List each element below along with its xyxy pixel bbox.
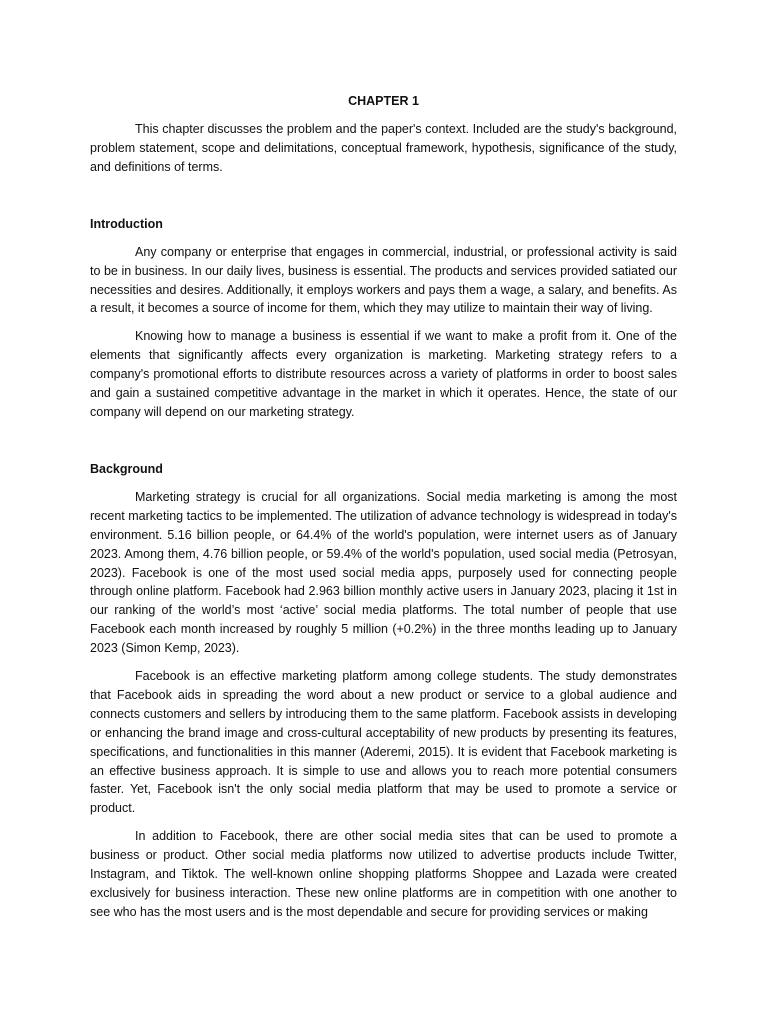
background-heading: Background <box>90 461 163 476</box>
introduction-paragraph-2: Knowing how to manage a business is essential if we want to make a profit from it. One of the elements that significantly affects every organization is marketing. Marketing strategy refers to a company's promotional efforts to distribute resources across a variety of platforms in order to boost sales and gain a sustained competitive advantage in the market in which it operates. Hence, the state of our company will depend on our marketing strategy. <box>90 329 677 419</box>
document-page <box>90 92 677 922</box>
background-paragraph-1: Marketing strategy is crucial for all organizations. Social media marketing is among the most recent marketing tactics to be implemented. The utilization of advance technology is widespread in today's environment. 5.16 billion people, or 64.4% of the world's population, were internet users as of January 2023. Among them, 4.76 billion people, or 59.4% of the world's population, used social media (Petrosyan, 2023). Facebook is one of the most used social media apps, purposely used for connecting people through online platform. Facebook had 2.963 billion monthly active users in January 2023, placing it 1st in our ranking of the world’s most ‘active’ social media platforms. The total number of people that use Facebook each month increased by roughly 5 million (+0.2%) in the three months leading up to January 2023 (Simon Kemp, 2023). <box>90 489 677 656</box>
chapter-title: CHAPTER 1 <box>348 94 419 108</box>
chapter-intro-paragraph: This chapter discusses the problem and the paper's context. Included are the study's background, problem statement, scope and delimitations, conceptual framework, hypothesis, significance of the study, and definitions of terms. <box>90 122 677 174</box>
introduction-paragraph-1: Any company or enterprise that engages in commercial, industrial, or professional activity is said to be in business. In our daily lives, business is essential. The products and services provided satiated our necessities and desires. Additionally, it employs workers and pays them a wage, a salary, and benefits. As a result, it becomes a source of income for them, which they may utilize to maintain their way of living. <box>90 244 677 316</box>
introduction-heading: Introduction <box>90 216 163 231</box>
background-paragraph-3: In addition to Facebook, there are other social media sites that can be used to promote a business or product. Other social media platforms now utilized to advertise products include Twitter, Instagram, and Tiktok. The well-known online shopping platforms Shoppee and Lazada were created exclusively for business interaction. These new online platforms are in competition with one another to see who has the most users and is the most dependable and secure for providing services or making <box>90 829 677 919</box>
background-paragraph-2: Facebook is an effective marketing platform among college students. The study demonstrates that Facebook aids in spreading the word about a new product or service to a global audience and connects customers and sellers by introducing them to the same platform. Facebook assists in developing or enhancing the brand image and cross-cultural acceptability of new products by presenting its features, specifications, and functionalities in this manner (Aderemi, 2015). It is evident that Facebook marketing is an effective business approach. It is simple to use and allows you to reach more potential consumers faster. Yet, Facebook isn't the only social media platform that may be used to promote a service or product. <box>90 669 677 816</box>
